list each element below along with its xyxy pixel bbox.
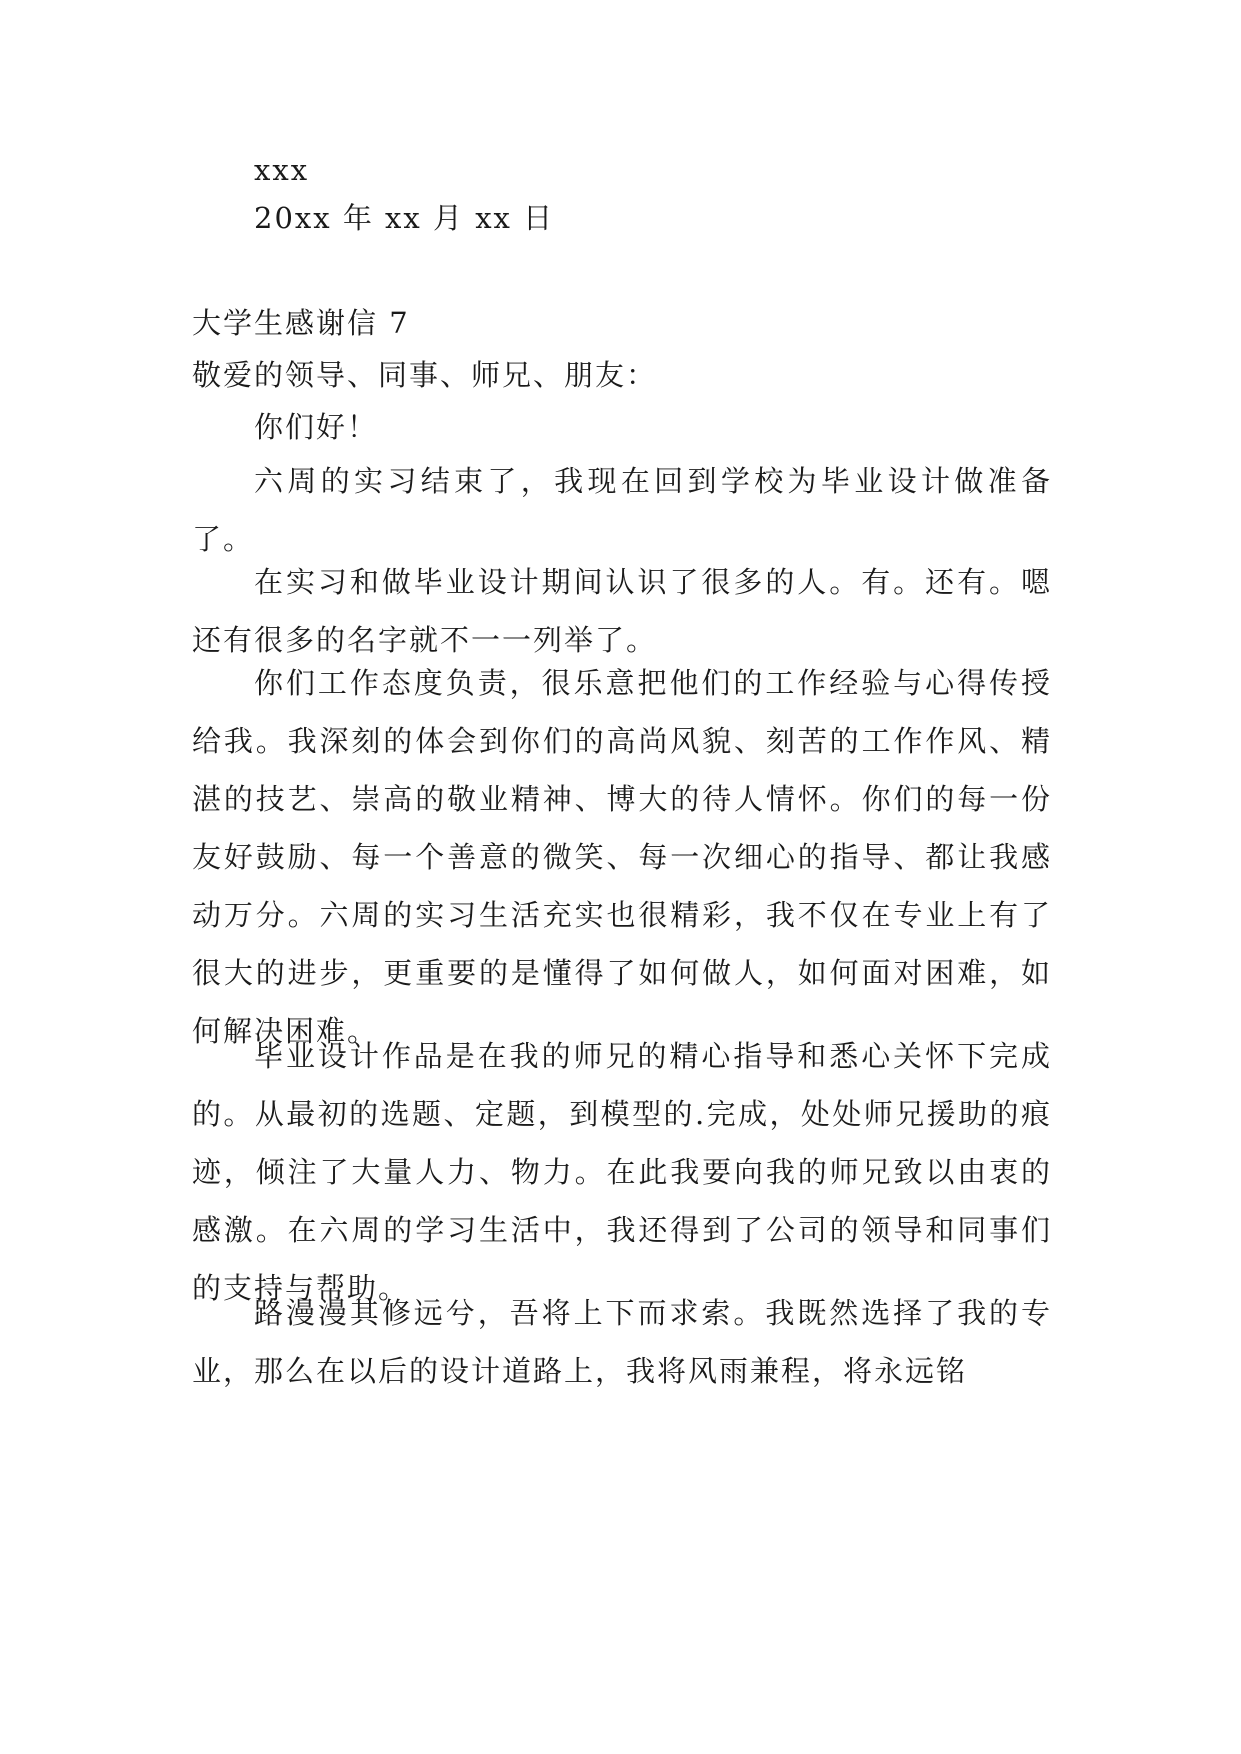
paragraph-1: 六周的实习结束了，我现在回到学校为毕业设计做准备了。	[192, 464, 1052, 556]
paragraph-2: 在实习和做毕业设计期间认识了很多的人。有。还有。嗯还有很多的名字就不一一列举了。	[192, 565, 1052, 657]
paragraph-4: 毕业设计作品是在我的师兄的精心指导和悉心关怀下完成的。从最初的选题、定题，到模型的.完成，处处师兄援助的痕迹，倾注了大量人力、物力。在此我要向我的师兄致以由衷的感激。在六周的学习生活中，我还得到了公司的领导和同事们的支持与帮助。	[192, 1039, 1052, 1305]
letter-salutation: 敬爱的领导、同事、师兄、朋友：	[192, 358, 658, 392]
letter-title: 大学生感谢信 7	[192, 306, 410, 340]
signature-date: 20xx 年 xx 月 xx 日	[254, 201, 555, 235]
paragraph-5: 路漫漫其修远兮，吾将上下而求索。我既然选择了我的专业，那么在以后的设计道路上，我将风雨兼程，将永远铭	[192, 1296, 1052, 1388]
paragraph-3: 你们工作态度负责，很乐意把他们的工作经验与心得传授给我。我深刻的体会到你们的高尚风貌、刻苦的工作作风、精湛的技艺、崇高的敬业精神、博大的待人情怀。你们的每一份友好鼓励、每一个善意的微笑、每一次细心的指导、都让我感动万分。六周的实习生活充实也很精彩，我不仅在专业上有了很大的进步，更重要的是懂得了如何做人，如何面对困难，如何解决困难。	[192, 666, 1052, 1048]
signature-name: xxx	[254, 153, 310, 187]
letter-greeting: 你们好！	[254, 410, 379, 444]
